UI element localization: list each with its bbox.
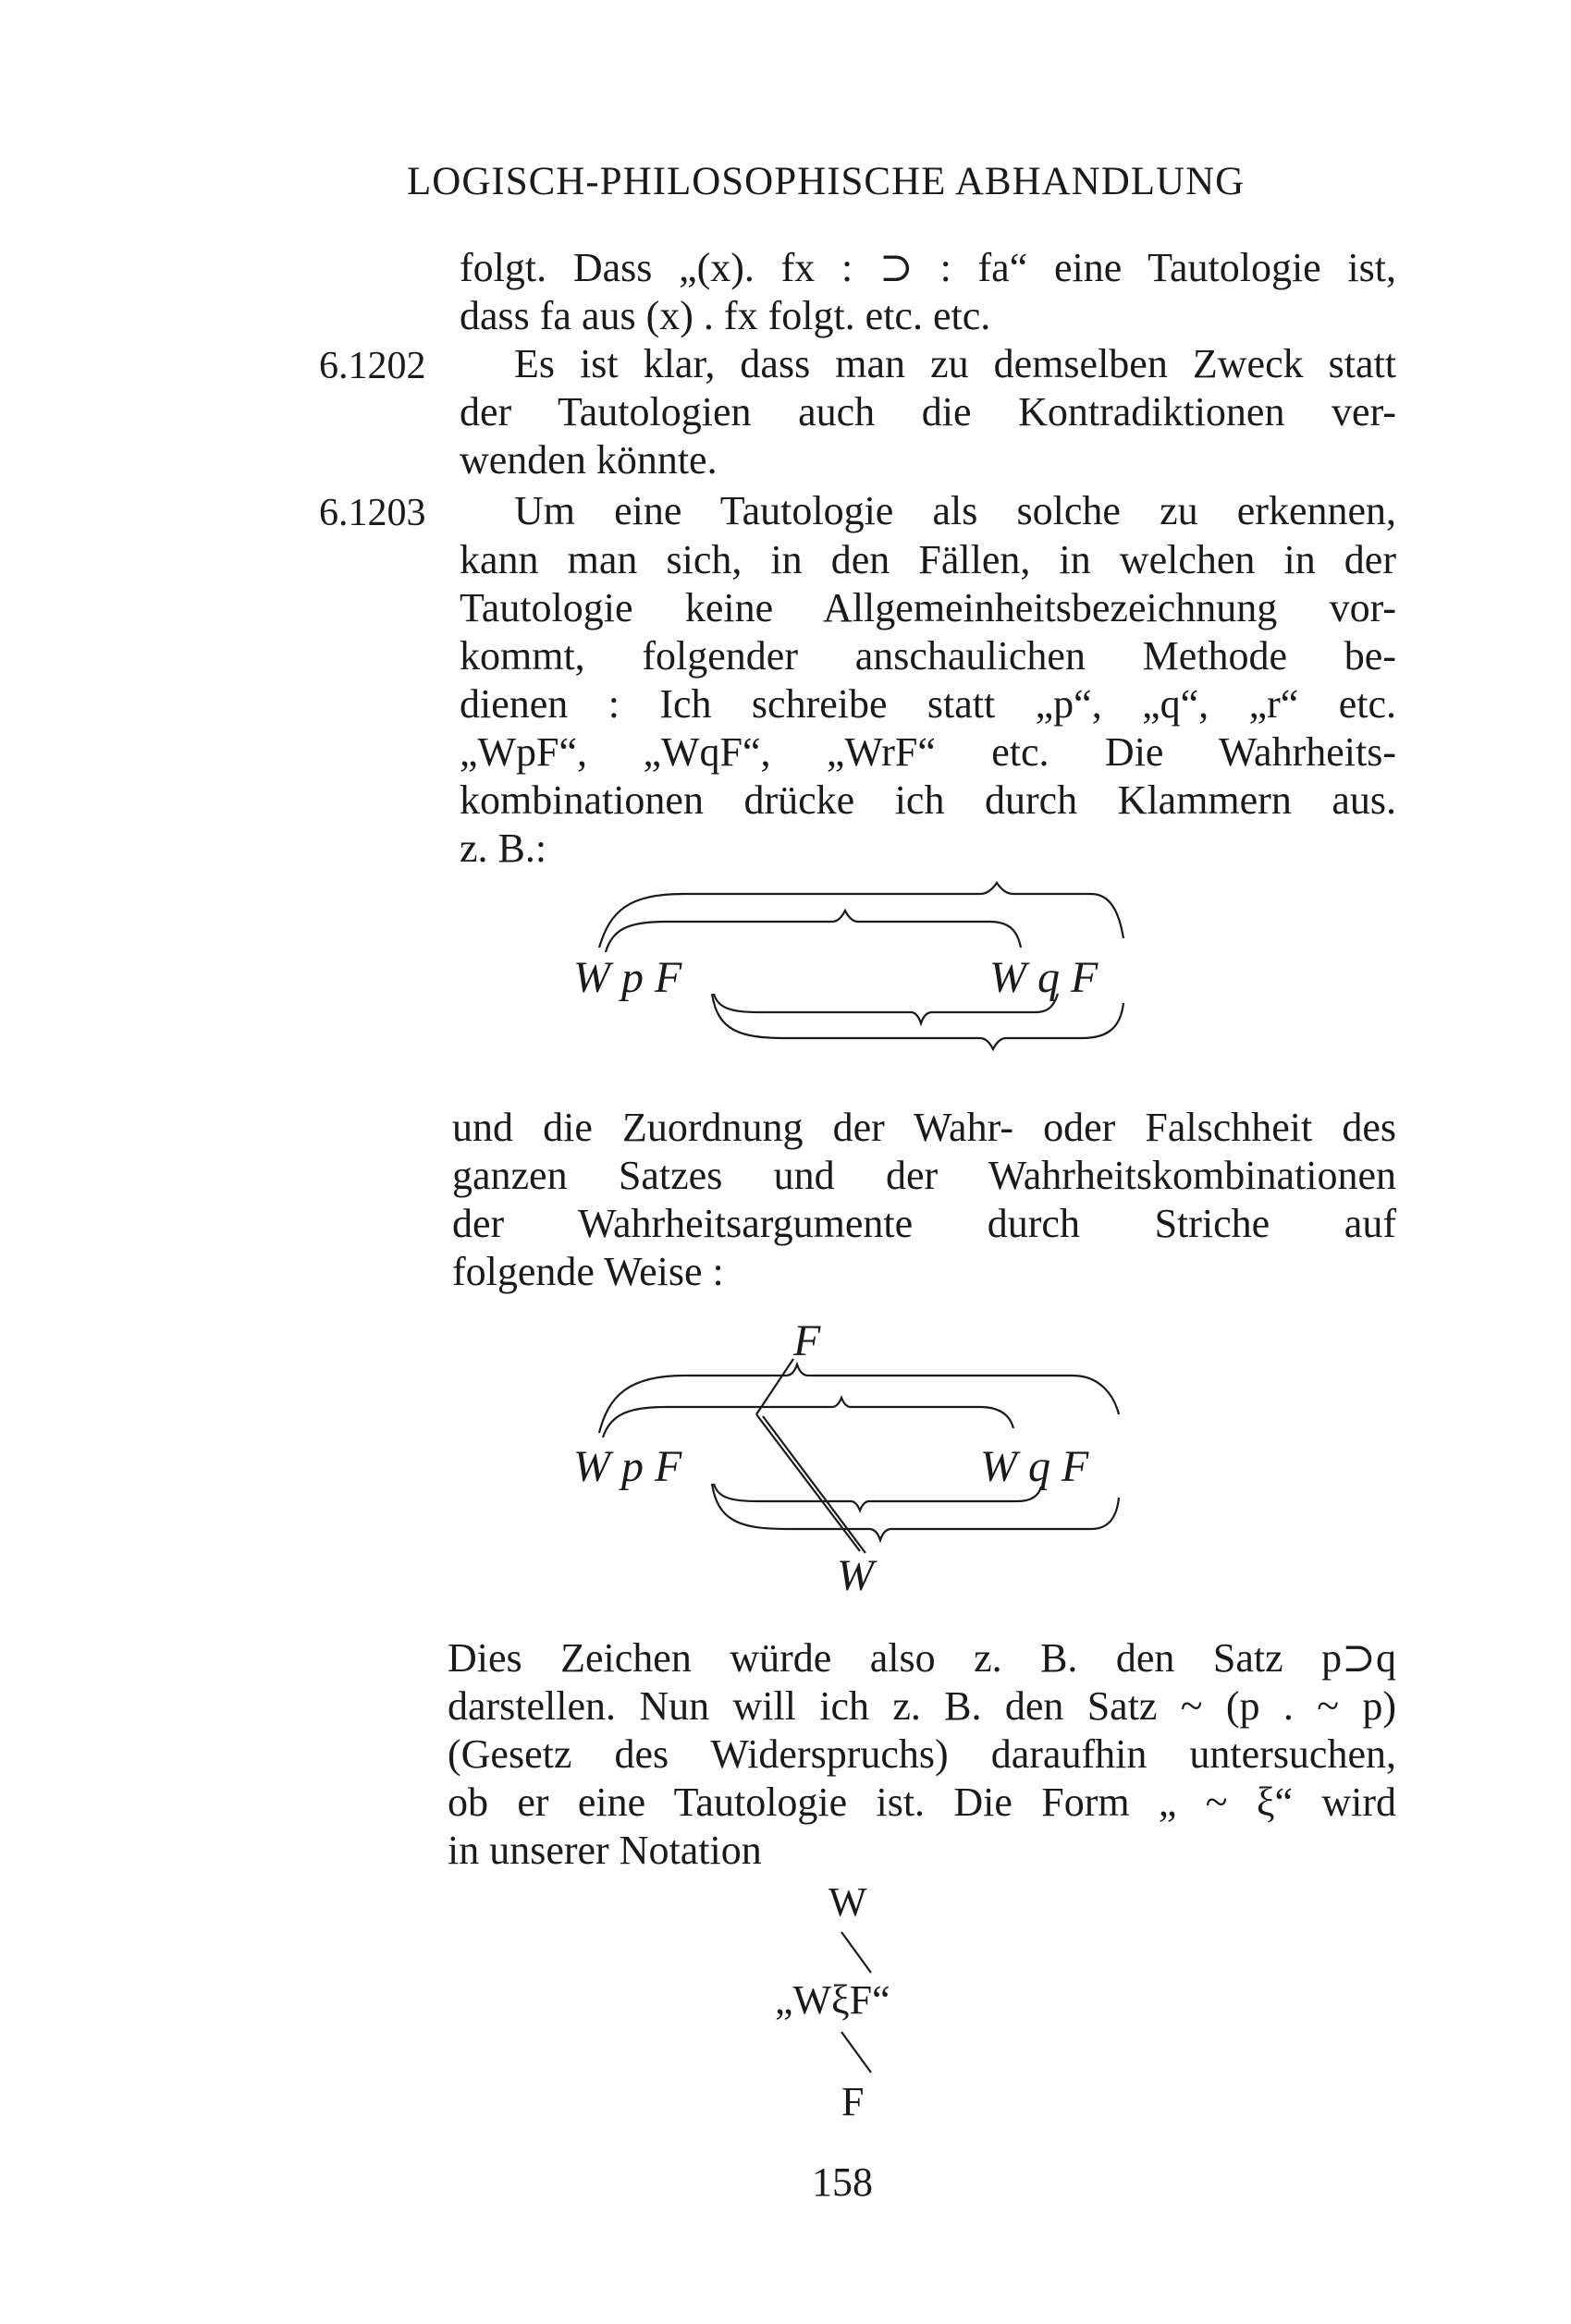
schema-stroke-upper [832, 1930, 888, 1976]
section-6-1202-line-2: der Tautologien auch die Kontradiktionen ver- [460, 389, 1396, 434]
section-number-6-1203: 6.1203 [319, 492, 426, 534]
truth-combination-diagram [555, 874, 1147, 1100]
section-6-1203-line-2: kann man sich, in den Fällen, in welchen in der [460, 537, 1396, 582]
section-6-1203-line-6: „WpF“, „WqF“, „WrF“ etc. Die Wahrheits- [460, 729, 1396, 775]
closing-line-4: ob er eine Tautologie ist. Die Form „ ~ ξ“ wird [448, 1780, 1396, 1825]
middle-line-2: ganzen Satzes und der Wahrheitskombinationen [452, 1153, 1396, 1198]
intro-line-1: folgt. Dass „(x). fx : ⊃ : fa“ eine Tautologie ist, [460, 245, 1396, 290]
diagram2-top-label: F [793, 1316, 821, 1365]
truth-assignment-diagram [555, 1316, 1147, 1622]
outer-upper-brace [599, 883, 1123, 948]
closing-line-2: darstellen. Nun will ich z. B. den Satz ~ (p . ~ p) [448, 1683, 1396, 1729]
outer-upper-brace [599, 1364, 1119, 1433]
stroke-to-W-2 [763, 1416, 865, 1553]
section-6-1203-line-5: dienen : Ich schreibe statt „p“, „q“, „r“ etc. [460, 681, 1396, 727]
middle-line-3: der Wahrheitsargumente durch Striche auf [452, 1201, 1396, 1246]
schema-stroke-lower [832, 2030, 888, 2076]
diagram1-left-label: W p F [573, 953, 682, 1002]
closing-line-3: (Gesetz des Widerspruchs) daraufhin untersuchen, [448, 1731, 1396, 1777]
closing-line-1: Dies Zeichen würde also z. B. den Satz p⊃q [448, 1635, 1396, 1681]
section-6-1203-line-8: z. B.: [460, 826, 547, 871]
closing-line-5: in unserer Notation [448, 1828, 762, 1873]
outer-lower-brace [712, 994, 1123, 1049]
inner-upper-brace [606, 911, 1021, 952]
middle-line-1: und die Zuordnung der Wahr- oder Falschheit des [452, 1105, 1396, 1150]
running-header: LOGISCH-PHILOSOPHISCHE ABHANDLUNG [407, 160, 1246, 203]
intro-line-2: dass fa aus (x) . fx folgt. etc. etc. [460, 293, 991, 338]
outer-lower-brace [712, 1484, 1119, 1540]
diagram2-left-label: W p F [573, 1442, 682, 1491]
section-6-1203-line-7: kombinationen drücke ich durch Klammern aus. [460, 777, 1396, 823]
diagram2-bottom-label: W [837, 1551, 874, 1600]
schema-bottom: F [841, 2079, 865, 2124]
section-6-1203-line-1: Um eine Tautologie als solche zu erkennen, [514, 488, 1396, 533]
section-6-1203-line-4: kommt, folgender anschaulichen Methode be- [460, 633, 1396, 679]
section-6-1203-line-3: Tautologie keine Allgemeinheitsbezeichnung vor- [460, 585, 1396, 630]
diagram1-right-label: W q F [989, 953, 1098, 1002]
schema-middle: „WξF“ [775, 1977, 890, 2023]
page-number: 158 [812, 2159, 873, 2205]
section-6-1202-line-1: Es ist klar, dass man zu demselben Zweck statt [514, 341, 1396, 386]
stroke-to-W-1 [756, 1414, 860, 1551]
schema-top: W [828, 1879, 867, 1925]
middle-line-4: folgende Weise : [452, 1249, 724, 1294]
section-number-6-1202: 6.1202 [319, 345, 426, 387]
inner-upper-brace [603, 1398, 1013, 1437]
section-6-1202-line-3: wenden könnte. [460, 437, 718, 483]
diagram2-right-label: W q F [980, 1442, 1089, 1491]
